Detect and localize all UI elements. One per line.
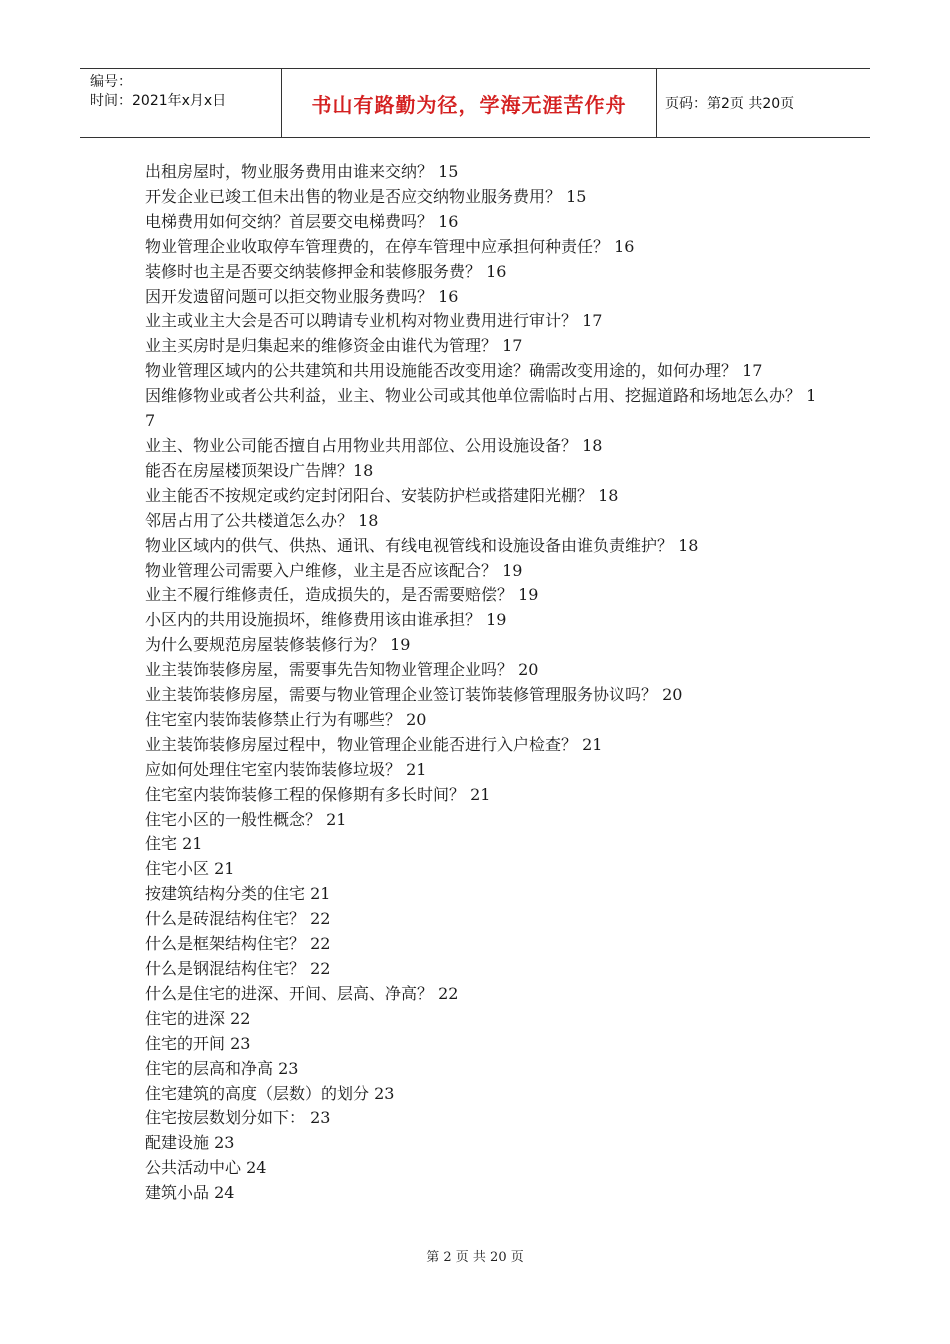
toc-entry[interactable]: 公共活动中心 24 (145, 1158, 267, 1178)
toc-entry[interactable]: 业主买房时是归集起来的维修资金由谁代为管理？ 17 (145, 336, 523, 356)
header-meta (80, 69, 282, 137)
header-slogan: 书山有路勤为径，学海无涯苦作舟 (282, 69, 657, 137)
page-footer: 第 2 页 共 20 页 (426, 1250, 524, 1265)
toc-entry[interactable]: 物业管理公司需要入户维修，业主是否应该配合？ 19 (145, 560, 523, 580)
toc-entry[interactable]: 建筑小品 24 (145, 1183, 235, 1203)
toc-entry[interactable]: 按建筑结构分类的住宅 21 (145, 884, 331, 904)
toc-entry[interactable]: 为什么要规范房屋装修装修行为？ 19 (145, 635, 411, 655)
toc-entry[interactable]: 业主、物业公司能否擅自占用物业共用部位、公用设施设备？ 18 (145, 435, 603, 455)
table-of-contents (145, 160, 825, 1206)
toc-entry[interactable]: 住宅室内装饰装修工程的保修期有多长时间？ 21 (145, 784, 491, 804)
toc-entry[interactable]: 住宅的开间 23 (145, 1033, 251, 1053)
toc-entry[interactable]: 业主装饰装修房屋过程中，物业管理企业能否进行入户检查？ 21 (145, 734, 603, 754)
toc-entry[interactable]: 住宅小区的一般性概念？ 21 (145, 809, 347, 829)
toc-entry[interactable]: 物业管理企业收取停车管理费的，在停车管理中应承担何种责任？ 16 (145, 236, 635, 256)
toc-entry[interactable]: 什么是砖混结构住宅？ 22 (145, 909, 331, 929)
toc-entry[interactable]: 应如何处理住宅室内装饰装修垃圾？ 21 (145, 759, 427, 779)
document-number-label: 编号： (90, 74, 132, 90)
toc-entry[interactable]: 电梯费用如何交纳？首层要交电梯费吗？ 16 (145, 211, 459, 231)
header-page-info: 页码：第2页 共20页 (665, 96, 795, 112)
toc-entry[interactable]: 住宅 21 (145, 834, 203, 854)
toc-entry[interactable]: 业主装饰装修房屋，需要事先告知物业管理企业吗？ 20 (145, 660, 539, 680)
toc-entry[interactable]: 装修时也主是否要交纳装修押金和装修服务费？ 16 (145, 261, 507, 281)
toc-entry[interactable]: 物业区域内的供气、供热、通讯、有线电视管线和设施设备由谁负责维护？ 18 (145, 535, 699, 555)
toc-entry[interactable]: 什么是钢混结构住宅？ 22 (145, 959, 331, 978)
toc-entry[interactable]: 小区内的共用设施损坏，维修费用该由谁承担？ 19 (145, 610, 507, 630)
toc-entry[interactable]: 配建设施 23 (145, 1133, 235, 1153)
toc-entry[interactable]: 什么是住宅的进深、开间、层高、净高？ 22 (145, 983, 459, 1003)
document-date-label: 时间：2021年x月x日 (90, 93, 227, 109)
toc-entry[interactable]: 因维修物业或者公共利益，业主、物业公司或其他单位需临时占用、挖掘道路和场地怎么办？ 17 (145, 386, 817, 431)
toc-entry[interactable]: 开发企业已竣工但未出售的物业是否应交纳物业服务费用？ 15 (145, 186, 587, 206)
toc-entry[interactable]: 业主装饰装修房屋，需要与物业管理企业签订装饰装修管理服务协议吗？ 20 (145, 685, 683, 705)
toc-entry[interactable]: 业主能否不按规定或约定封闭阳台、安装防护栏或搭建阳光棚？ 18 (145, 485, 619, 505)
toc-entry[interactable]: 业主或业主大会是否可以聘请专业机构对物业费用进行审计？ 17 (145, 311, 603, 331)
toc-entry[interactable]: 住宅的层高和净高 23 (145, 1058, 299, 1078)
toc-entry[interactable]: 住宅小区 21 (145, 859, 235, 879)
toc-entry[interactable]: 因开发遗留问题可以拒交物业服务费吗？ 16 (145, 286, 459, 306)
toc-entry[interactable]: 住宅室内装饰装修禁止行为有哪些？ 20 (145, 709, 427, 729)
toc-entry[interactable]: 住宅按层数划分如下： 23 (145, 1108, 331, 1128)
toc-entry[interactable]: 什么是框架结构住宅？ 22 (145, 934, 331, 954)
toc-entry[interactable]: 物业管理区域内的公共建筑和共用设施能否改变用途？确需改变用途的，如何办理？ 17 (145, 361, 763, 381)
toc-entry[interactable]: 邻居占用了公共楼道怎么办？ 18 (145, 510, 379, 530)
toc-entry[interactable]: 业主不履行维修责任，造成损失的，是否需要赔偿？ 19 (145, 585, 539, 605)
toc-entry[interactable]: 住宅的进深 22 (145, 1008, 251, 1028)
toc-entry[interactable]: 住宅建筑的高度（层数）的划分 23 (145, 1083, 395, 1103)
toc-entry[interactable]: 出租房屋时，物业服务费用由谁来交纳？ 15 (145, 162, 459, 181)
page-header (80, 68, 870, 138)
toc-entry[interactable]: 能否在房屋楼顶架设广告牌？18 (145, 460, 374, 480)
